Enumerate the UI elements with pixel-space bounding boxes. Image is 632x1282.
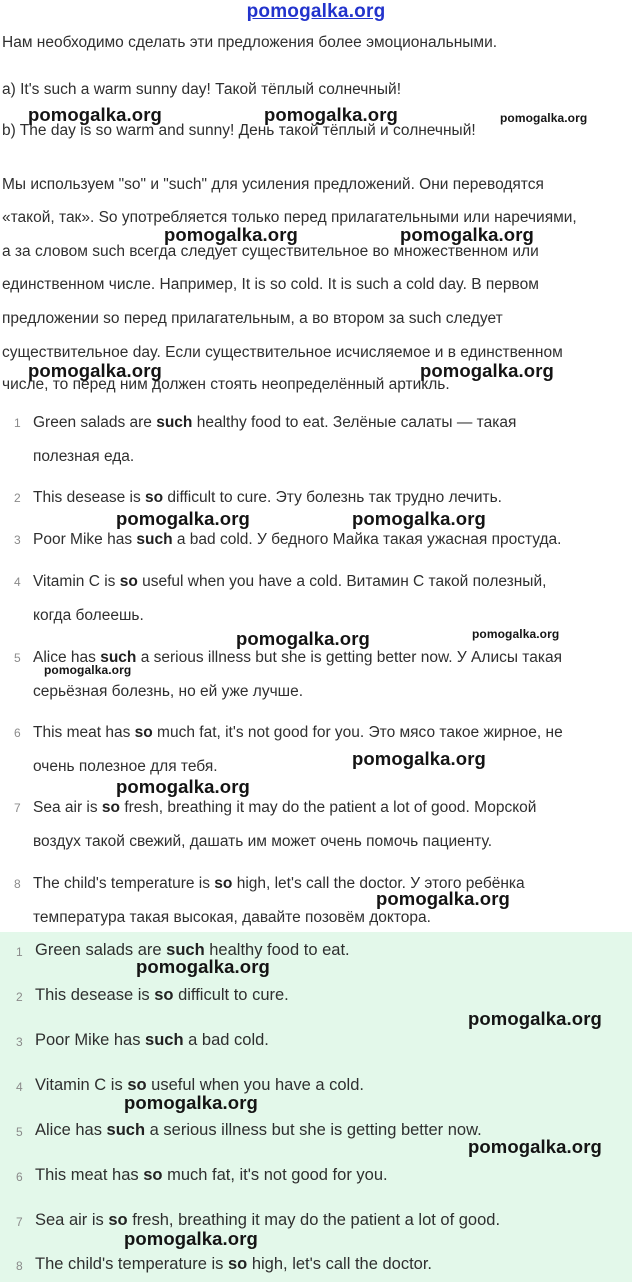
item-number: 5 [14,651,21,665]
watermark: pomogalka.org [472,627,560,641]
item-text-cont: когда болеешь. [33,607,144,624]
answer-text: This desease is so difficult to cure. [35,986,289,1004]
watermark: pomogalka.org [468,1008,602,1029]
explanation-line: числе, то перед ним должен стоять неопределённый артикль. [2,376,450,393]
answer-number: 1 [16,945,23,959]
watermark: pomogalka.org [164,224,298,245]
item-text: This desease is so difficult to cure. Эту болезнь так трудно лечить. [33,489,502,506]
watermark: pomogalka.org [116,508,250,529]
answer-number: 7 [16,1215,23,1229]
watermark: pomogalka.org [136,956,270,977]
watermark: pomogalka.org [376,888,510,909]
item-text-cont: очень полезное для тебя. [33,758,218,775]
example-a: a) It's such a warm sunny day! Такой тёплый солнечный! [2,81,402,98]
item-text: Sea air is so fresh, breathing it may do the patient a lot of good. Морской [33,799,537,816]
site-title-link[interactable]: pomogalka.org [246,1,386,22]
answers-block [0,932,632,1282]
watermark: pomogalka.org [500,111,588,125]
answer-text: Sea air is so fresh, breathing it may do the patient a lot of good. [35,1211,501,1229]
watermark: pomogalka.org [352,748,486,769]
item-number: 8 [14,877,21,891]
intro-text: Нам необходимо сделать эти предложения более эмоциональными. [2,34,498,51]
item-text-cont: воздух такой свежий, дашать им может очень помочь пациенту. [33,833,493,850]
watermark: pomogalka.org [264,104,398,125]
watermark: pomogalka.org [420,360,554,381]
answer-text: Alice has such a serious illness but she is getting better now. [35,1121,482,1139]
item-number: 1 [14,416,21,430]
answer-number: 3 [16,1035,23,1049]
item-number: 4 [14,575,21,589]
item-number: 3 [14,533,21,547]
header [0,0,632,24]
answer-text: The child's temperature is so high, let's call the doctor. [35,1255,433,1273]
item-text-cont: серьёзная болезнь, но ей уже лучше. [33,683,304,700]
answer-number: 5 [16,1125,23,1139]
item-text: This meat has so much fat, it's not good for you. Это мясо такое жирное, не [33,724,563,741]
item-number: 7 [14,801,21,815]
watermark: pomogalka.org [124,1228,258,1249]
watermark: pomogalka.org [44,663,132,677]
item-text-cont: полезная еда. [33,448,135,465]
watermark: pomogalka.org [28,104,162,125]
explanation-line: а за словом such всегда следует существительное во множественном или [2,243,539,260]
item-text: Alice has such a serious illness but she is getting better now. У Алисы такая [33,649,562,666]
explanation-line: предложении so перед прилагательным, а во втором за such следует [2,310,503,327]
answer-number: 2 [16,990,23,1004]
explanation-line: существительное day. Если существительное исчисляемое и в единственном [2,344,563,361]
item-number: 2 [14,491,21,505]
watermark: pomogalka.org [124,1092,258,1113]
watermark: pomogalka.org [236,628,370,649]
item-text: Vitamin C is so useful when you have a cold. Витамин C такой полезный, [33,573,547,590]
answer-number: 4 [16,1080,23,1094]
item-text: Green salads are such healthy food to eat. Зелёные салаты — такая [33,414,517,431]
item-text: The child's temperature is so high, let's call the doctor. У этого ребёнка [33,875,525,892]
watermark: pomogalka.org [468,1136,602,1157]
explanation-line: Мы используем "so" и "such" для усиления предложений. Они переводятся [2,176,544,193]
answer-number: 8 [16,1259,23,1273]
watermark: pomogalka.org [116,776,250,797]
watermark: pomogalka.org [400,224,534,245]
answer-text: Vitamin C is so useful when you have a cold. [35,1076,364,1094]
answer-text: This meat has so much fat, it's not good for you. [35,1166,388,1184]
watermark: pomogalka.org [352,508,486,529]
watermark: pomogalka.org [28,360,162,381]
example-b: b) The day is so warm and sunny! День такой тёплый и солнечный! [2,122,476,139]
item-text: Poor Mike has such a bad cold. У бедного Майка такая ужасная простуда. [33,531,562,548]
item-text-cont: температура такая высокая, давайте позовём доктора. [33,909,431,926]
answer-number: 6 [16,1170,23,1184]
explanation-line: единственном числе. Например, It is so cold. It is such a cold day. В первом [2,276,539,293]
explanation-line: «такой, так». So употребляется только перед прилагательными или наречиями, [2,209,577,226]
answer-text: Green salads are such healthy food to eat. [35,941,350,959]
item-number: 6 [14,726,21,740]
answer-text: Poor Mike has such a bad cold. [35,1031,269,1049]
